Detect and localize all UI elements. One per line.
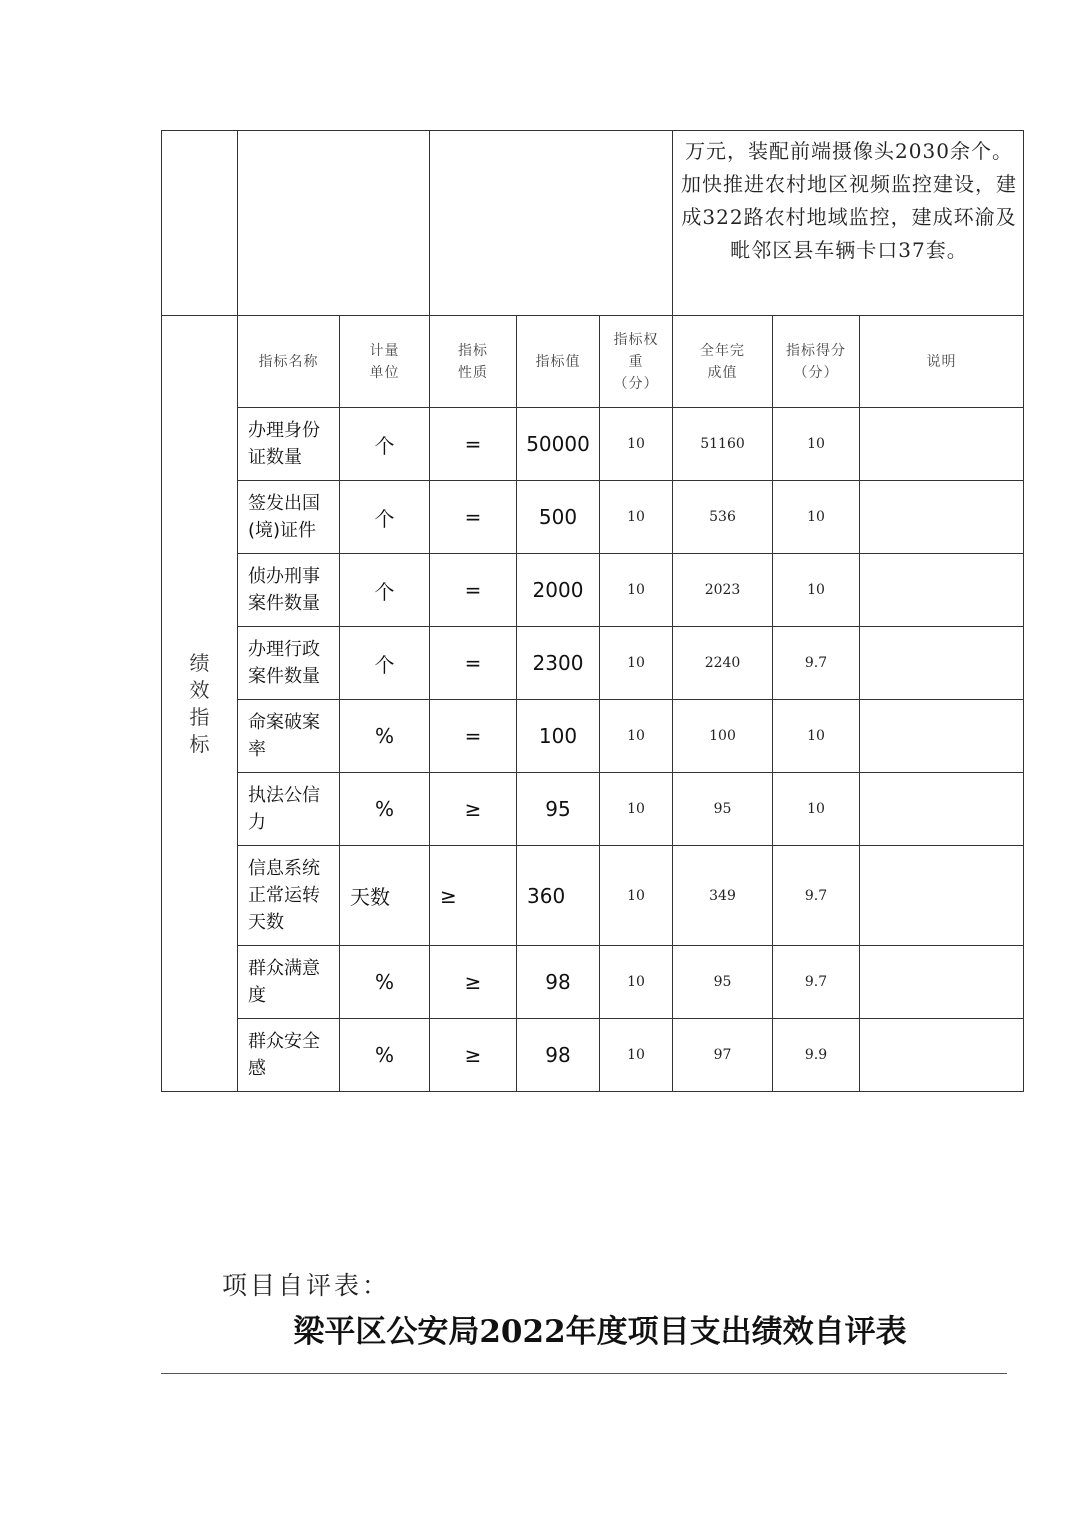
table-row — [162, 627, 1024, 700]
target-cell: 98 — [517, 1019, 600, 1092]
table-row — [162, 700, 1024, 773]
target-cell: 98 — [517, 946, 600, 1019]
header-note: 说明 — [860, 316, 1024, 408]
weight-cell: 10 — [600, 846, 673, 946]
actual-cell: 95 — [673, 773, 773, 846]
nature-cell: ≥ — [430, 946, 517, 1019]
indicator-name: 侦办刑事案件数量 — [238, 554, 340, 627]
divider-line — [161, 1373, 1007, 1374]
weight-cell: 10 — [600, 554, 673, 627]
actual-cell: 349 — [673, 846, 773, 946]
indicator-name: 办理行政案件数量 — [238, 627, 340, 700]
table-row — [162, 408, 1024, 481]
table-row — [162, 773, 1024, 846]
weight-cell: 10 — [600, 700, 673, 773]
header-row — [162, 316, 1024, 408]
target-cell: 2000 — [517, 554, 600, 627]
note-cell — [860, 773, 1024, 846]
unit-cell: % — [340, 773, 430, 846]
score-cell: 9.7 — [773, 846, 860, 946]
note-cell — [860, 408, 1024, 481]
score-cell: 10 — [773, 481, 860, 554]
indicator-name: 群众满意度 — [238, 946, 340, 1019]
subtitle: 项目自评表： — [222, 1271, 391, 1300]
section-label: 绩效指标 — [162, 316, 238, 1092]
unit-cell: 天数 — [340, 846, 430, 946]
score-cell: 10 — [773, 554, 860, 627]
target-cell: 100 — [517, 700, 600, 773]
weight-cell: 10 — [600, 946, 673, 1019]
continuation-row — [162, 131, 1024, 316]
actual-cell: 100 — [673, 700, 773, 773]
nature-cell: ≥ — [430, 773, 517, 846]
unit-cell: % — [340, 700, 430, 773]
table-row — [162, 1019, 1024, 1092]
note-cell — [860, 700, 1024, 773]
note-cell — [860, 481, 1024, 554]
page-title: 梁平区公安局2022年度项目支出绩效自评表 — [293, 1314, 907, 1350]
actual-cell: 536 — [673, 481, 773, 554]
score-cell: 10 — [773, 773, 860, 846]
weight-cell: 10 — [600, 408, 673, 481]
continuation-text: 万元，装配前端摄像头2030余个。加快推进农村地区视频监控建设，建成322路农村地域监控，建成环渝及毗邻区县车辆卡口37套。 — [673, 131, 1024, 316]
indicator-name: 执法公信力 — [238, 773, 340, 846]
score-cell: 9.7 — [773, 627, 860, 700]
unit-cell: 个 — [340, 481, 430, 554]
actual-cell: 2023 — [673, 554, 773, 627]
actual-cell: 97 — [673, 1019, 773, 1092]
note-cell — [860, 554, 1024, 627]
note-cell — [860, 627, 1024, 700]
performance-table — [161, 130, 1024, 1092]
indicator-name: 命案破案率 — [238, 700, 340, 773]
nature-cell: ≥ — [430, 846, 517, 946]
table-row — [162, 846, 1024, 946]
score-cell: 10 — [773, 700, 860, 773]
weight-cell: 10 — [600, 627, 673, 700]
nature-cell: = — [430, 481, 517, 554]
weight-cell: 10 — [600, 1019, 673, 1092]
nature-cell: ≥ — [430, 1019, 517, 1092]
unit-cell: 个 — [340, 408, 430, 481]
indicator-name: 群众安全感 — [238, 1019, 340, 1092]
target-cell: 50000 — [517, 408, 600, 481]
actual-cell: 95 — [673, 946, 773, 1019]
note-cell — [860, 946, 1024, 1019]
header-unit: 计量单位 — [340, 316, 430, 408]
target-cell: 95 — [517, 773, 600, 846]
indicator-name: 签发出国(境)证件 — [238, 481, 340, 554]
target-cell: 360 — [517, 846, 600, 946]
unit-cell: % — [340, 1019, 430, 1092]
header-name: 指标名称 — [238, 316, 340, 408]
actual-cell: 2240 — [673, 627, 773, 700]
table-row — [162, 481, 1024, 554]
weight-cell: 10 — [600, 773, 673, 846]
header-weight: 指标权重（分） — [600, 316, 673, 408]
indicator-name: 信息系统正常运转天数 — [238, 846, 340, 946]
indicator-name: 办理身份证数量 — [238, 408, 340, 481]
unit-cell: 个 — [340, 627, 430, 700]
note-cell — [860, 1019, 1024, 1092]
table-row — [162, 946, 1024, 1019]
target-cell: 2300 — [517, 627, 600, 700]
unit-cell: % — [340, 946, 430, 1019]
header-score: 指标得分（分） — [773, 316, 860, 408]
nature-cell: = — [430, 700, 517, 773]
table-row — [162, 554, 1024, 627]
score-cell: 9.9 — [773, 1019, 860, 1092]
header-target: 指标值 — [517, 316, 600, 408]
unit-cell: 个 — [340, 554, 430, 627]
nature-cell: = — [430, 408, 517, 481]
nature-cell: = — [430, 554, 517, 627]
header-nature: 指标性质 — [430, 316, 517, 408]
header-actual: 全年完成值 — [673, 316, 773, 408]
note-cell — [860, 846, 1024, 946]
nature-cell: = — [430, 627, 517, 700]
actual-cell: 51160 — [673, 408, 773, 481]
target-cell: 500 — [517, 481, 600, 554]
weight-cell: 10 — [600, 481, 673, 554]
score-cell: 10 — [773, 408, 860, 481]
score-cell: 9.7 — [773, 946, 860, 1019]
